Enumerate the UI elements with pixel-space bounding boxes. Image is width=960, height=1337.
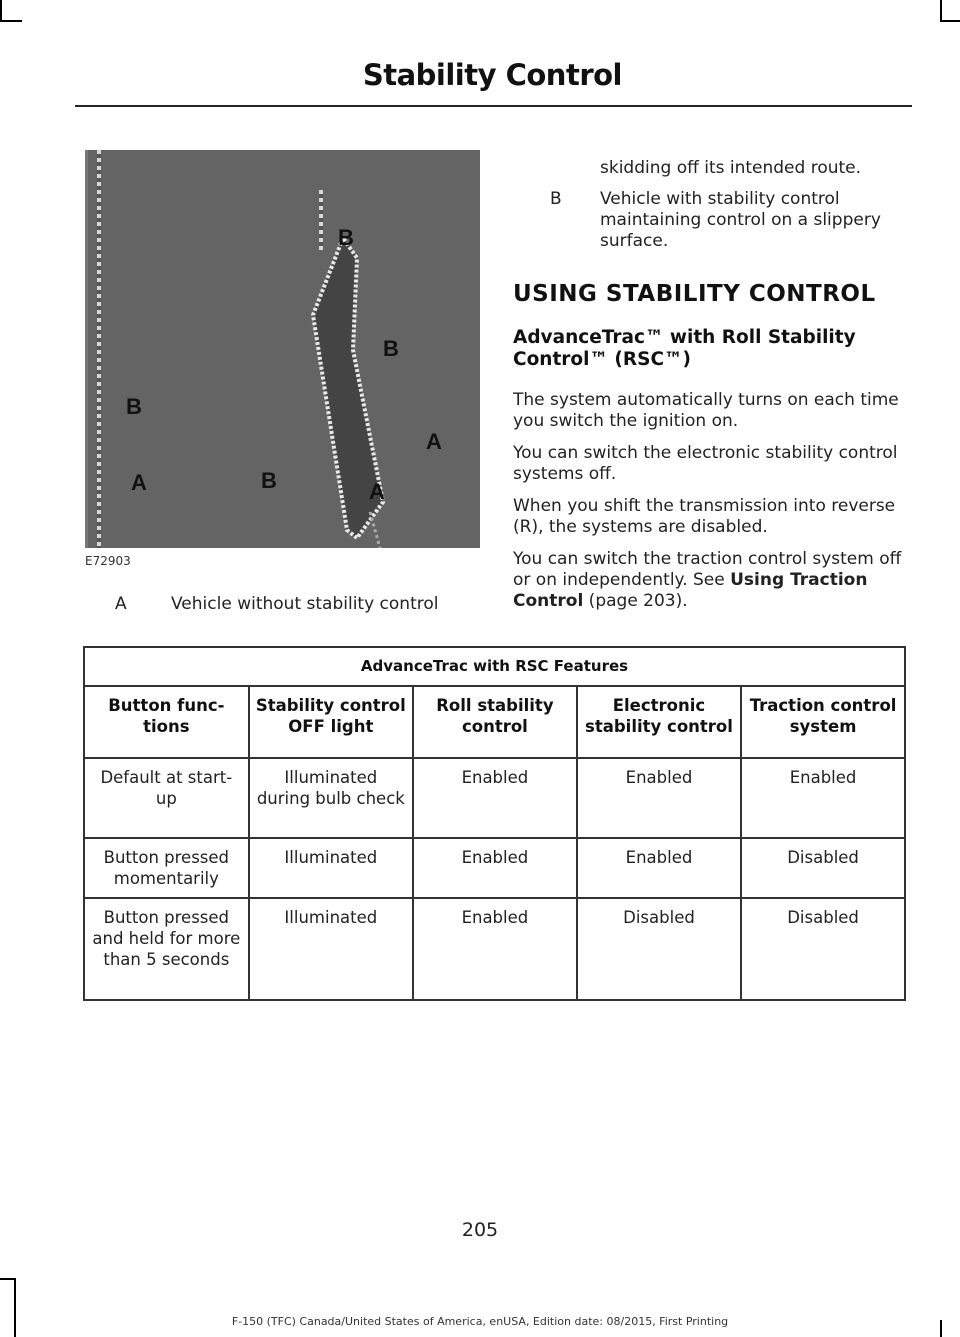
table-cell: Enabled <box>577 758 741 838</box>
figure-label: B <box>338 225 354 250</box>
section-heading: USING STABILITY CONTROL <box>513 281 876 307</box>
figure-code: E72903 <box>85 554 131 568</box>
table-cell: Enabled <box>413 758 577 838</box>
legend-text: skidding off its intended route. <box>600 158 862 178</box>
body-paragraph: You can switch the electronic stability control systems off. <box>513 443 898 484</box>
center-line <box>319 190 323 250</box>
legend-key: B <box>550 189 562 209</box>
table-cell: Enabled <box>413 898 577 1000</box>
table-row <box>84 898 905 1000</box>
figure-label: A <box>369 479 385 504</box>
legend-item-a-continued <box>513 158 908 179</box>
body-paragraph: The system automatically turns on each time you switch the ignition on. <box>513 390 899 431</box>
column-header: Stability control OFF light <box>249 686 413 758</box>
subsection-heading: AdvanceTrac™ with Roll Stability Control™ (RSC™) <box>513 327 856 370</box>
figure-label: B <box>383 336 399 361</box>
legend-key: A <box>115 594 127 614</box>
left-road-edge <box>97 150 101 548</box>
table-caption: AdvanceTrac with RSC Features <box>84 647 905 686</box>
column-header: Button func-tions <box>84 686 249 758</box>
crop-mark <box>0 0 2 22</box>
skid-illustration <box>85 150 480 548</box>
header-rule <box>75 105 912 107</box>
legend-text: Vehicle with stability control maintaining control on a slippery surface. <box>600 189 881 251</box>
legend-item-a <box>85 594 480 618</box>
crop-mark <box>14 1278 16 1337</box>
section-title: Stability Control <box>362 58 622 92</box>
crop-mark <box>0 1278 16 1280</box>
cross-reference-link[interactable]: Using Traction Control <box>513 570 868 611</box>
page-number: 205 <box>461 1219 499 1241</box>
table-cell: Disabled <box>741 838 905 898</box>
table-cell: Disabled <box>741 898 905 1000</box>
figure-label: A <box>131 470 147 495</box>
table-cell: Enabled <box>413 838 577 898</box>
paragraph-text: You can switch the traction control system off or on independently. See <box>513 549 902 590</box>
right-column <box>513 158 908 623</box>
figure-label: A <box>426 429 442 454</box>
table-row <box>84 758 905 838</box>
figure-label: B <box>126 394 142 419</box>
table-cell: Enabled <box>741 758 905 838</box>
table-cell: Default at start-up <box>84 758 249 838</box>
table-cell: Button pressed momentarily <box>84 838 249 898</box>
page-reference: (page 203). <box>583 591 688 611</box>
table-caption-row <box>84 647 905 686</box>
skid-diagram <box>85 150 480 548</box>
legend-item-b <box>513 189 908 252</box>
table-row <box>84 838 905 898</box>
body-paragraph <box>513 549 908 612</box>
footer-text: F-150 (TFC) Canada/United States of America, enUSA, Edition date: 08/2015, First Printing <box>231 1315 729 1328</box>
crop-mark <box>0 20 22 22</box>
table-header-row <box>84 686 905 758</box>
table-cell: Enabled <box>577 838 741 898</box>
table-cell: Illuminated <box>249 898 413 1000</box>
features-table <box>83 646 906 1001</box>
body-paragraph: When you shift the transmission into reverse (R), the systems are disabled. <box>513 496 896 537</box>
column-header: Roll stability control <box>413 686 577 758</box>
column-header: Electronic stability control <box>577 686 741 758</box>
crop-mark <box>940 0 942 22</box>
crop-mark <box>940 20 960 22</box>
figure-label: B <box>261 468 277 493</box>
legend-text: Vehicle without stability control <box>171 594 439 614</box>
column-header: Traction control system <box>741 686 905 758</box>
table-cell: Illuminated <box>249 838 413 898</box>
table-cell: Disabled <box>577 898 741 1000</box>
table-cell: Button pressed and held for more than 5 seconds <box>84 898 249 1000</box>
table-cell: Illuminated during bulb check <box>249 758 413 838</box>
road-shoulder <box>85 150 88 548</box>
